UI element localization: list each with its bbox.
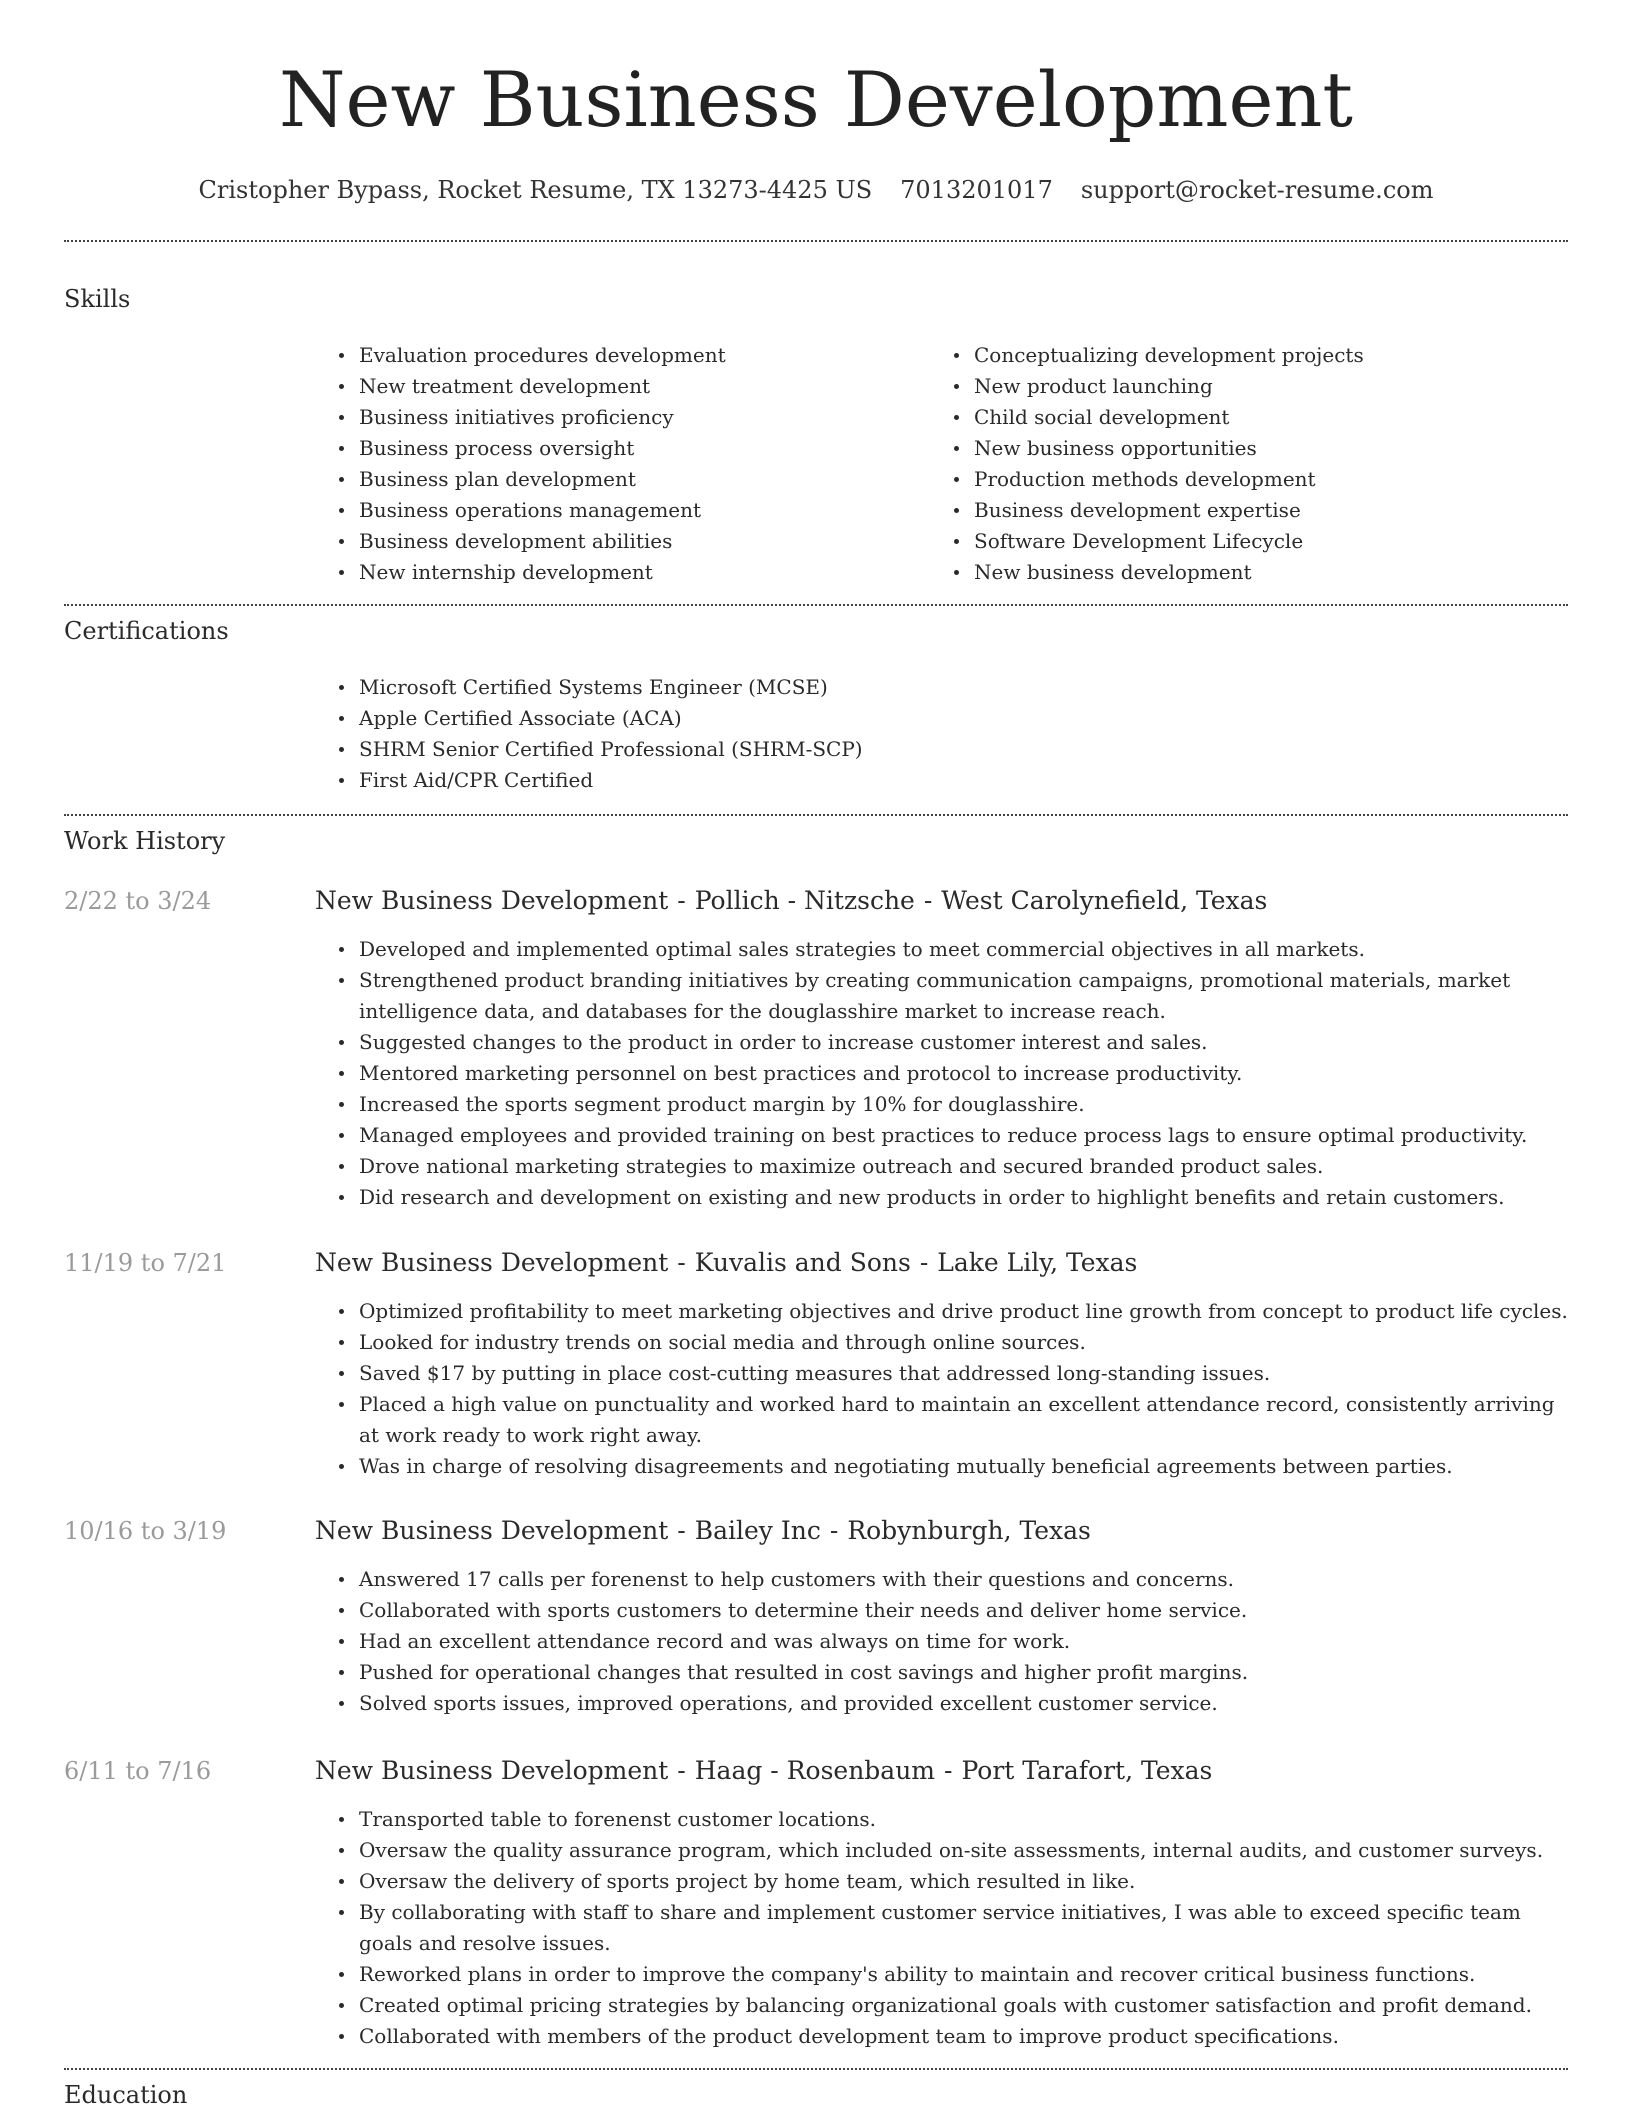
certifications-heading: Certifications bbox=[64, 617, 229, 645]
job-location: West Carolynefield, Texas bbox=[941, 886, 1268, 915]
job-bullets bbox=[334, 934, 1574, 1213]
separator: - bbox=[944, 1756, 953, 1785]
list-item: Reworked plans in order to improve the company's ability to maintain and recover critical business functions. bbox=[334, 1959, 1574, 1990]
list-item: Had an excellent attendance record and was always on time for work. bbox=[334, 1626, 1574, 1657]
resume-title: New Business Development bbox=[279, 55, 1353, 144]
job-dates: 10/16 to 3/19 bbox=[64, 1517, 227, 1545]
list-item: Microsoft Certified Systems Engineer (MCSE) bbox=[334, 672, 1534, 703]
list-item: New business opportunities bbox=[949, 433, 1549, 464]
list-item: New product launching bbox=[949, 371, 1549, 402]
separator: - bbox=[919, 1248, 929, 1277]
job-location: Port Tarafort, Texas bbox=[961, 1756, 1213, 1785]
contact-line bbox=[0, 170, 1632, 210]
list-item: Oversaw the delivery of sports project by home team, which resulted in like. bbox=[334, 1866, 1574, 1897]
divider bbox=[64, 2068, 1568, 2070]
list-item: Managed employees and provided training on best practices to reduce process lags to ensure optimal productivity. bbox=[334, 1120, 1574, 1151]
separator: - bbox=[923, 886, 933, 915]
divider bbox=[64, 814, 1568, 816]
list-item: SHRM Senior Certified Professional (SHRM-SCP) bbox=[334, 734, 1534, 765]
list-item: Answered 17 calls per forenenst to help customers with their questions and concerns. bbox=[334, 1564, 1574, 1595]
contact-email: support@rocket-resume.com bbox=[1080, 176, 1434, 204]
list-item: Transported table to forenenst customer locations. bbox=[334, 1804, 1574, 1835]
list-item: Created optimal pricing strategies by balancing organizational goals with customer satisfaction and profit demand. bbox=[334, 1990, 1574, 2021]
list-item: Did research and development on existing and new products in order to highlight benefits and retain customers. bbox=[334, 1182, 1574, 1213]
job-location: Lake Lily, Texas bbox=[937, 1248, 1138, 1277]
list-item: Drove national marketing strategies to maximize outreach and secured branded product sales. bbox=[334, 1151, 1574, 1182]
list-item: Business development abilities bbox=[334, 526, 894, 557]
separator: - bbox=[677, 1248, 686, 1277]
skills-list-left bbox=[334, 340, 894, 588]
job-title: New Business Development bbox=[315, 886, 669, 915]
list-item: Placed a high value on punctuality and worked hard to maintain an excellent attendance record, consistently arriving at work ready to work right away. bbox=[334, 1389, 1574, 1451]
job-heading bbox=[315, 1246, 1137, 1280]
job-bullets bbox=[334, 1804, 1574, 2052]
list-item: Software Development Lifecycle bbox=[949, 526, 1549, 557]
list-item: First Aid/CPR Certified bbox=[334, 765, 1534, 796]
list-item: Saved $17 by putting in place cost-cutting measures that addressed long-standing issues. bbox=[334, 1358, 1574, 1389]
certifications-list bbox=[334, 672, 1534, 796]
job-location: Robynburgh, Texas bbox=[847, 1516, 1091, 1545]
skills-heading: Skills bbox=[64, 285, 131, 313]
job-company: Kuvalis and Sons bbox=[694, 1248, 911, 1277]
job-title: New Business Development bbox=[315, 1756, 669, 1785]
job-heading bbox=[315, 884, 1267, 918]
list-item: Business development expertise bbox=[949, 495, 1549, 526]
work-history-heading: Work History bbox=[64, 827, 226, 855]
job-heading bbox=[315, 1514, 1091, 1548]
list-item: Oversaw the quality assurance program, which included on-site assessments, internal audits, and customer surveys. bbox=[334, 1835, 1574, 1866]
list-item: Child social development bbox=[949, 402, 1549, 433]
list-item: Strengthened product branding initiatives by creating communication campaigns, promotional materials, market intelligence data, and databases for the douglasshire market to increase reach. bbox=[334, 965, 1574, 1027]
job-dates: 6/11 to 7/16 bbox=[64, 1757, 212, 1785]
job-title: New Business Development bbox=[315, 1248, 669, 1277]
list-item: Collaborated with sports customers to determine their needs and deliver home service. bbox=[334, 1595, 1574, 1626]
list-item: Solved sports issues, improved operations, and provided excellent customer service. bbox=[334, 1688, 1574, 1719]
list-item: New internship development bbox=[334, 557, 894, 588]
list-item: Business process oversight bbox=[334, 433, 894, 464]
list-item: Business initiatives proficiency bbox=[334, 402, 894, 433]
separator: - bbox=[677, 1756, 686, 1785]
divider bbox=[64, 604, 1568, 606]
contact-address: Cristopher Bypass, Rocket Resume, TX 13273-4425 US bbox=[198, 176, 873, 204]
list-item: Was in charge of resolving disagreements and negotiating mutually beneficial agreements between parties. bbox=[334, 1451, 1574, 1482]
list-item: Apple Certified Associate (ACA) bbox=[334, 703, 1534, 734]
job-dates: 11/19 to 7/21 bbox=[64, 1249, 227, 1277]
list-item: New treatment development bbox=[334, 371, 894, 402]
list-item: Suggested changes to the product in order to increase customer interest and sales. bbox=[334, 1027, 1574, 1058]
list-item: Pushed for operational changes that resulted in cost savings and higher profit margins. bbox=[334, 1657, 1574, 1688]
skills-list-right bbox=[949, 340, 1549, 588]
separator: - bbox=[677, 886, 686, 915]
list-item: Collaborated with members of the product development team to improve product specifications. bbox=[334, 2021, 1574, 2052]
job-bullets bbox=[334, 1564, 1574, 1719]
list-item: By collaborating with staff to share and implement customer service initiatives, I was able to exceed specific team goals and resolve issues. bbox=[334, 1897, 1574, 1959]
list-item: Looked for industry trends on social media and through online sources. bbox=[334, 1327, 1574, 1358]
job-company: Bailey Inc bbox=[694, 1516, 821, 1545]
list-item: Evaluation procedures development bbox=[334, 340, 894, 371]
list-item: Mentored marketing personnel on best practices and protocol to increase productivity. bbox=[334, 1058, 1574, 1089]
list-item: Increased the sports segment product margin by 10% for douglasshire. bbox=[334, 1089, 1574, 1120]
separator: - bbox=[829, 1516, 839, 1545]
list-item: Production methods development bbox=[949, 464, 1549, 495]
list-item: Developed and implemented optimal sales strategies to meet commercial objectives in all markets. bbox=[334, 934, 1574, 965]
job-bullets bbox=[334, 1296, 1574, 1482]
contact-phone: 7013201017 bbox=[900, 176, 1053, 204]
list-item: Business plan development bbox=[334, 464, 894, 495]
list-item: Business operations management bbox=[334, 495, 894, 526]
divider bbox=[64, 240, 1568, 242]
list-item: Conceptualizing development projects bbox=[949, 340, 1549, 371]
job-title: New Business Development bbox=[315, 1516, 669, 1545]
job-company: Haag - Rosenbaum bbox=[694, 1756, 936, 1785]
job-company: Pollich - Nitzsche bbox=[694, 886, 915, 915]
job-heading bbox=[315, 1754, 1212, 1788]
job-dates: 2/22 to 3/24 bbox=[64, 887, 212, 915]
separator: - bbox=[677, 1516, 686, 1545]
list-item: New business development bbox=[949, 557, 1549, 588]
education-heading: Education bbox=[64, 2081, 188, 2109]
list-item: Optimized profitability to meet marketing objectives and drive product line growth from concept to product life cycles. bbox=[334, 1296, 1574, 1327]
